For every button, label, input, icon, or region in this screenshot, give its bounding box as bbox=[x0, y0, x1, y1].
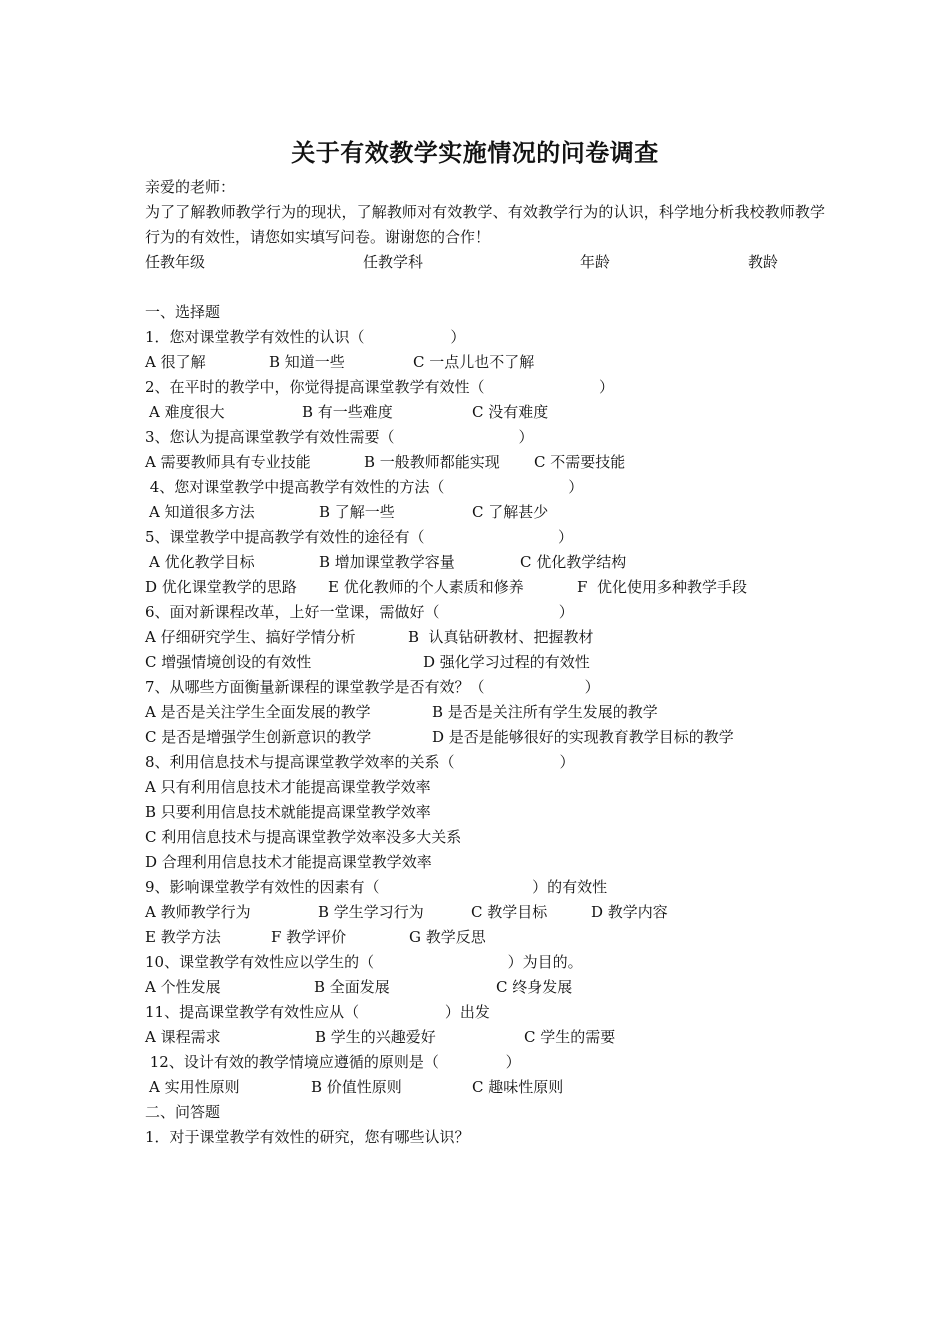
option-row bbox=[145, 925, 825, 950]
question-text: 7、从哪些方面衡量新课程的课堂教学是否有效？（ ） bbox=[145, 678, 600, 696]
option: C 一点儿也不了解 bbox=[413, 353, 535, 371]
option-row bbox=[145, 700, 825, 725]
option: B 学生学习行为 bbox=[318, 903, 424, 921]
option: F 教学评价 bbox=[271, 928, 347, 946]
intro-paragraph: 为了了解教师教学行为的现状，了解教师对有效教学、有效教学行为的认识，科学地分析我校教师教学行为的有效性，请您如实填写问卷。谢谢您的合作！ bbox=[145, 203, 825, 246]
option-row bbox=[145, 850, 825, 875]
option: C 利用信息技术与提高课堂教学效率没多大关系 bbox=[145, 828, 462, 846]
option: B 是否是关注所有学生发展的教学 bbox=[432, 703, 658, 721]
option: B 了解一些 bbox=[319, 503, 395, 521]
option: G 教学反思 bbox=[409, 928, 486, 946]
option: B 有一些难度 bbox=[302, 403, 393, 421]
option: C 优化教学结构 bbox=[520, 553, 627, 571]
option: C 终身发展 bbox=[496, 978, 573, 996]
option: A 优化教学目标 bbox=[149, 553, 255, 571]
option: A 个性发展 bbox=[145, 978, 221, 996]
question-text: 9、影响课堂教学有效性的因素有（ ）的有效性 bbox=[145, 878, 608, 896]
option-row bbox=[145, 725, 825, 750]
option-row bbox=[145, 625, 825, 650]
option: D 合理利用信息技术才能提高课堂教学效率 bbox=[145, 853, 432, 871]
question-text: 12、设计有效的教学情境应遵循的原则是（ ） bbox=[145, 1053, 521, 1071]
option: C 不需要技能 bbox=[534, 453, 626, 471]
option-row bbox=[145, 775, 825, 800]
document-title: 关于有效教学实施情况的问卷调查 bbox=[291, 138, 659, 167]
option: C 增强情境创设的有效性 bbox=[145, 653, 312, 671]
option: A 很了解 bbox=[145, 353, 206, 371]
question-text: 11、提高课堂教学有效性应从（ ）出发 bbox=[145, 1003, 490, 1021]
option: B 一般教师都能实现 bbox=[364, 453, 500, 471]
option: C 学生的需要 bbox=[524, 1028, 616, 1046]
question-text: 2、在平时的教学中，你觉得提高课堂教学有效性（ ） bbox=[145, 378, 614, 396]
option: C 是否是增强学生创新意识的教学 bbox=[145, 728, 372, 746]
option: B 知道一些 bbox=[269, 353, 345, 371]
info-field-grade: 任教年级 bbox=[145, 253, 206, 271]
option-row bbox=[145, 1025, 825, 1050]
option: A 仔细研究学生、搞好学情分析 bbox=[145, 628, 356, 646]
question-text: 8、利用信息技术与提高课堂教学效率的关系（ ） bbox=[145, 753, 575, 771]
greeting: 亲爱的老师： bbox=[145, 178, 236, 196]
essay-question: 1．对于课堂教学有效性的研究，您有哪些认识？ bbox=[145, 1128, 470, 1146]
info-field-age: 年龄 bbox=[580, 253, 611, 271]
option: C 趣味性原则 bbox=[472, 1078, 564, 1096]
question-text: 6、面对新课程改革，上好一堂课，需做好（ ） bbox=[145, 603, 574, 621]
option-row bbox=[145, 550, 825, 575]
option-row bbox=[145, 1075, 825, 1100]
question-text: 5、课堂教学中提高教学有效性的途径有（ ） bbox=[145, 528, 574, 546]
option: D 教学内容 bbox=[591, 903, 668, 921]
question-text: 4、您对课堂教学中提高教学有效性的方法（ ） bbox=[145, 478, 584, 496]
question-text: 1．您对课堂教学有效性的认识（ ） bbox=[145, 328, 466, 346]
option: C 教学目标 bbox=[471, 903, 548, 921]
option-row bbox=[145, 350, 825, 375]
option-row bbox=[145, 400, 825, 425]
section-title-essay: 二、问答题 bbox=[145, 1103, 221, 1121]
option: E 教学方法 bbox=[145, 928, 221, 946]
spacer bbox=[145, 275, 825, 300]
option-row bbox=[145, 800, 825, 825]
option: A 课程需求 bbox=[145, 1028, 221, 1046]
option: F 优化使用多种教学手段 bbox=[577, 578, 747, 596]
option-row bbox=[145, 575, 825, 600]
option: C 没有难度 bbox=[472, 403, 549, 421]
section-title-choice: 一、选择题 bbox=[145, 303, 221, 321]
option: D 优化课堂教学的思路 bbox=[145, 578, 297, 596]
option: B 认真钻研教材、把握教材 bbox=[408, 628, 594, 646]
option-row bbox=[145, 900, 825, 925]
option: B 增加课堂教学容量 bbox=[319, 553, 455, 571]
option-row bbox=[145, 975, 825, 1000]
option: B 只要利用信息技术就能提高课堂教学效率 bbox=[145, 803, 431, 821]
option: D 强化学习过程的有效性 bbox=[423, 653, 590, 671]
option: A 是否是关注学生全面发展的教学 bbox=[145, 703, 371, 721]
question-text: 10、课堂教学有效性应以学生的（ ）为目的。 bbox=[145, 953, 583, 971]
info-field-subject: 任教学科 bbox=[363, 253, 424, 271]
option: E 优化教师的个人素质和修养 bbox=[328, 578, 524, 596]
option-row bbox=[145, 650, 825, 675]
option: C 了解甚少 bbox=[472, 503, 549, 521]
option: B 学生的兴趣爱好 bbox=[315, 1028, 436, 1046]
info-fields-row bbox=[145, 250, 825, 275]
option-row bbox=[145, 450, 825, 475]
option: B 价值性原则 bbox=[311, 1078, 402, 1096]
question-text: 3、您认为提高课堂教学有效性需要（ ） bbox=[145, 428, 534, 446]
option: A 只有利用信息技术才能提高课堂教学效率 bbox=[145, 778, 431, 796]
option: A 实用性原则 bbox=[149, 1078, 240, 1096]
document-body bbox=[145, 175, 825, 1150]
option: A 教师教学行为 bbox=[145, 903, 251, 921]
option: B 全面发展 bbox=[314, 978, 390, 996]
option-row bbox=[145, 500, 825, 525]
option: A 知道很多方法 bbox=[149, 503, 255, 521]
option: D 是否是能够很好的实现教育教学目标的教学 bbox=[432, 728, 734, 746]
option: A 难度很大 bbox=[149, 403, 225, 421]
info-field-teaching-years: 教龄 bbox=[748, 253, 779, 271]
option-row bbox=[145, 825, 825, 850]
option: A 需要教师具有专业技能 bbox=[145, 453, 311, 471]
